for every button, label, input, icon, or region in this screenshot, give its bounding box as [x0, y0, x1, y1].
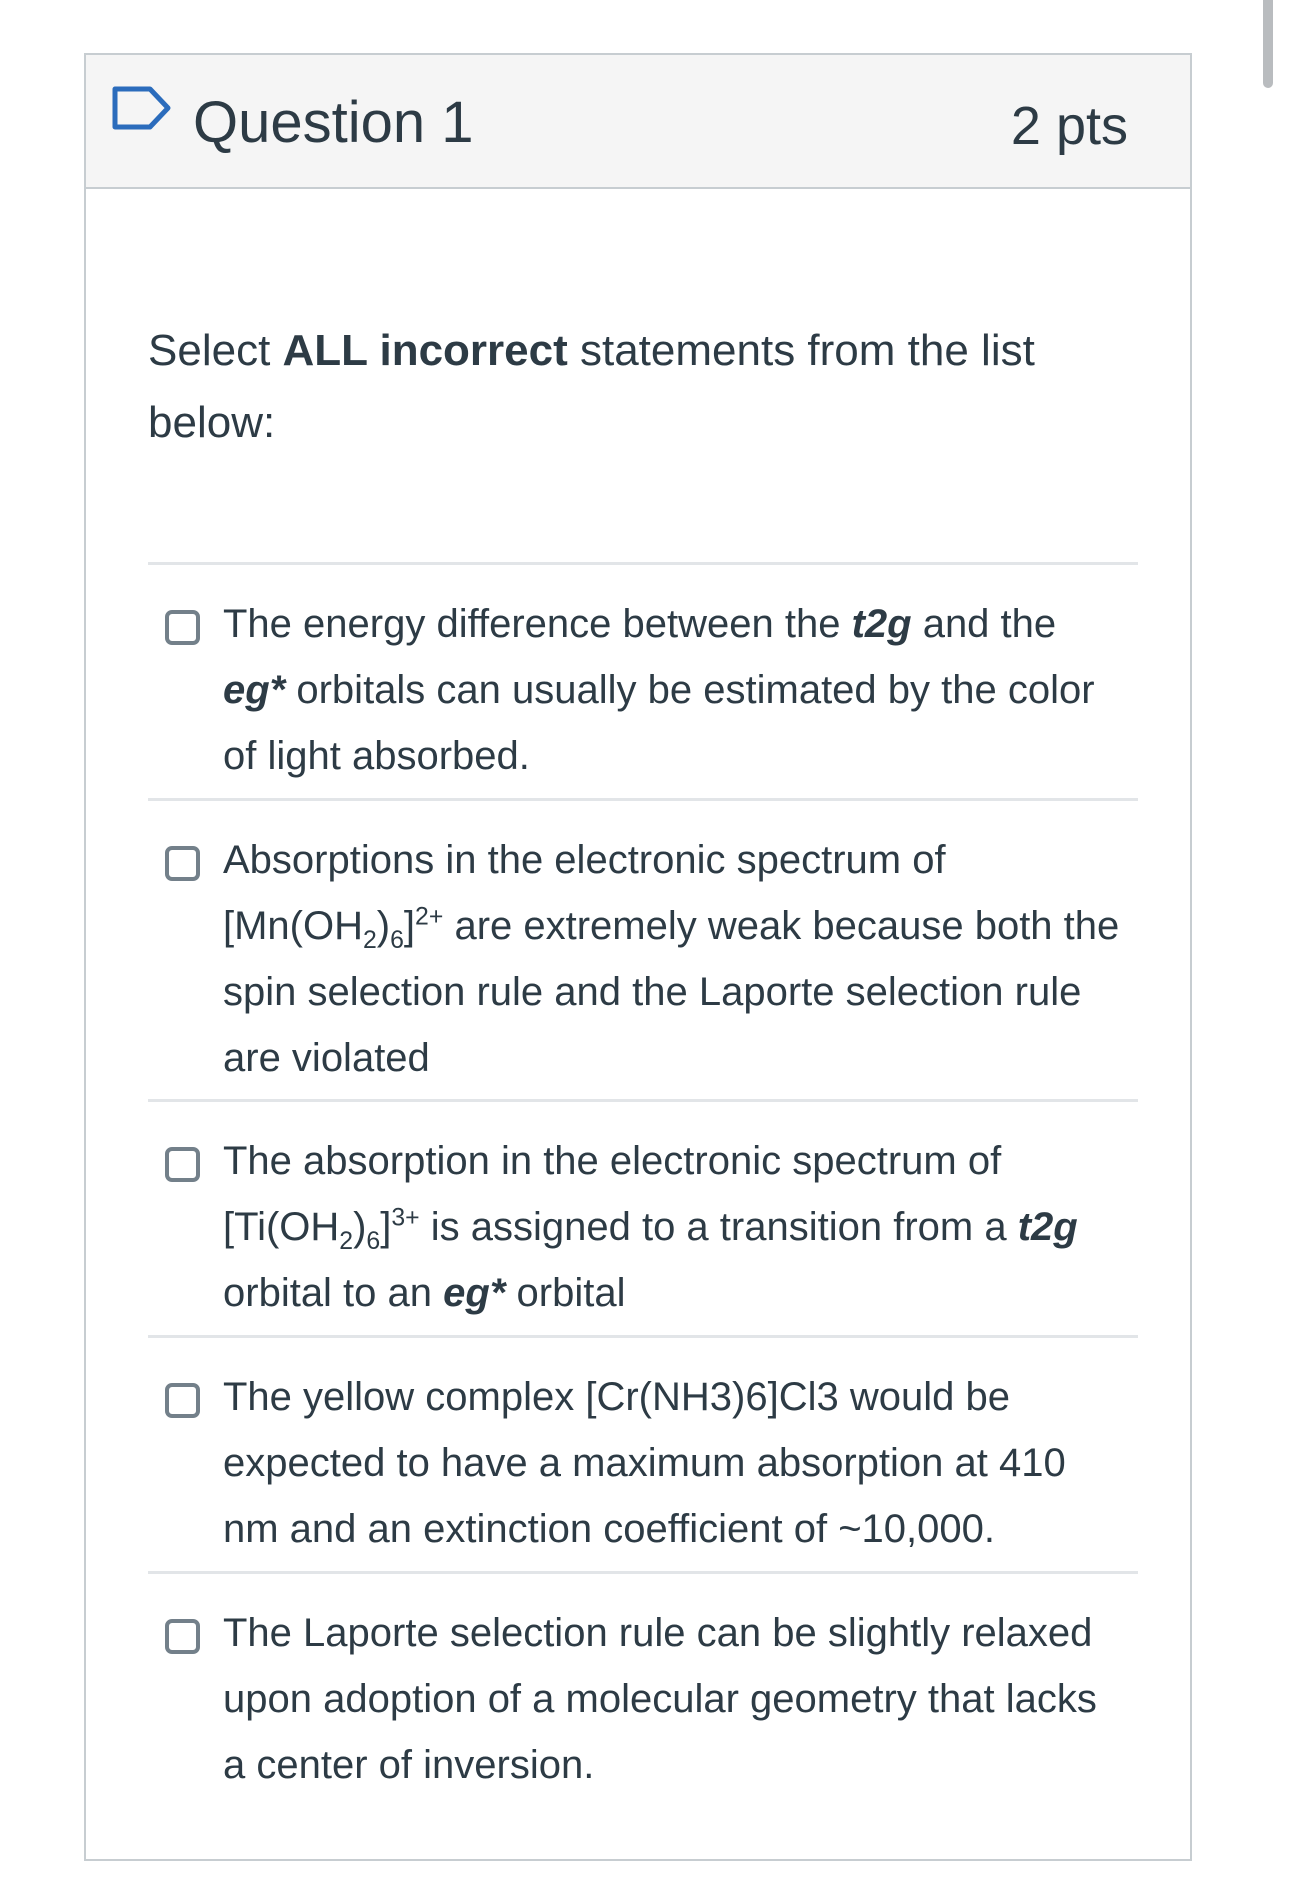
question-header	[86, 55, 1190, 189]
answer-text: is assigned to a transition from a	[419, 1205, 1018, 1249]
answer-label-3[interactable]	[223, 1128, 1123, 1326]
answer-checkbox-2[interactable]	[165, 846, 200, 881]
charge-superscript: 2+	[415, 903, 444, 931]
answer-text: Absorptions in the electronic spectrum of [Mn(OH	[223, 838, 946, 948]
question-points: 2 pts	[1010, 96, 1128, 156]
term-eg-star: eg*	[223, 668, 286, 712]
term-eg-star: eg*	[443, 1271, 506, 1315]
answer-text: The absorption in the electronic spectrum of [Ti(OH	[223, 1139, 1002, 1249]
answer-checkbox-4[interactable]	[165, 1383, 200, 1418]
answer-text: and the	[911, 602, 1057, 646]
formula-subscript: 2	[363, 927, 377, 954]
answer-checkbox-5[interactable]	[165, 1619, 200, 1654]
answer-label-5[interactable]: The Laporte selection rule can be slightly relaxed upon adoption of a molecular geometry that lacks a center of inversion.	[223, 1611, 1097, 1787]
answer-list	[148, 562, 1138, 1807]
answer-text: The energy difference between the	[223, 602, 852, 646]
answer-text: ]	[380, 1205, 392, 1249]
term-t2g: t2g	[1017, 1205, 1078, 1249]
formula-subscript: 2	[339, 1228, 354, 1255]
flag-outline-icon[interactable]	[111, 85, 173, 131]
answer-checkbox-3[interactable]	[165, 1147, 200, 1182]
answer-option-3[interactable]	[148, 1099, 1138, 1335]
answer-option-2[interactable]	[148, 798, 1138, 1099]
answer-checkbox-1[interactable]	[165, 610, 200, 645]
answer-text: are extremely weak because both the spin selection rule and the Laporte selection rule are violated	[223, 904, 1120, 1080]
prompt-text: statements from the list below:	[148, 326, 1035, 447]
answer-text: )	[353, 1205, 367, 1249]
question-card	[84, 53, 1192, 1861]
answer-text: orbital to an	[223, 1271, 444, 1315]
answer-option-4[interactable]	[148, 1335, 1138, 1571]
answer-text: orbitals can usually be estimated by the color of light absorbed.	[223, 668, 1095, 778]
term-t2g: t2g	[851, 602, 912, 646]
prompt-text: Select	[148, 326, 283, 375]
formula-subscript: 6	[390, 927, 404, 954]
answer-text: orbital	[505, 1271, 626, 1315]
scrollbar-thumb[interactable]	[1263, 0, 1273, 88]
answer-label-2[interactable]	[223, 827, 1123, 1091]
question-prompt	[148, 315, 1138, 459]
answer-text: )	[376, 904, 391, 948]
answer-label-4[interactable]: The yellow complex [Cr(NH3)6]Cl3 would be expected to have a maximum absorption at 410 nm and an extinction coefficient of ~10,000.	[223, 1375, 1066, 1551]
answer-text: ]	[403, 904, 416, 948]
charge-superscript: 3+	[391, 1204, 420, 1232]
answer-option-1[interactable]	[148, 562, 1138, 798]
answer-label-1[interactable]	[223, 591, 1123, 789]
answer-option-5[interactable]	[148, 1571, 1138, 1807]
formula-subscript: 6	[366, 1228, 381, 1255]
prompt-emphasis: ALL incorrect	[282, 326, 568, 375]
question-title: Question 1	[193, 90, 474, 155]
